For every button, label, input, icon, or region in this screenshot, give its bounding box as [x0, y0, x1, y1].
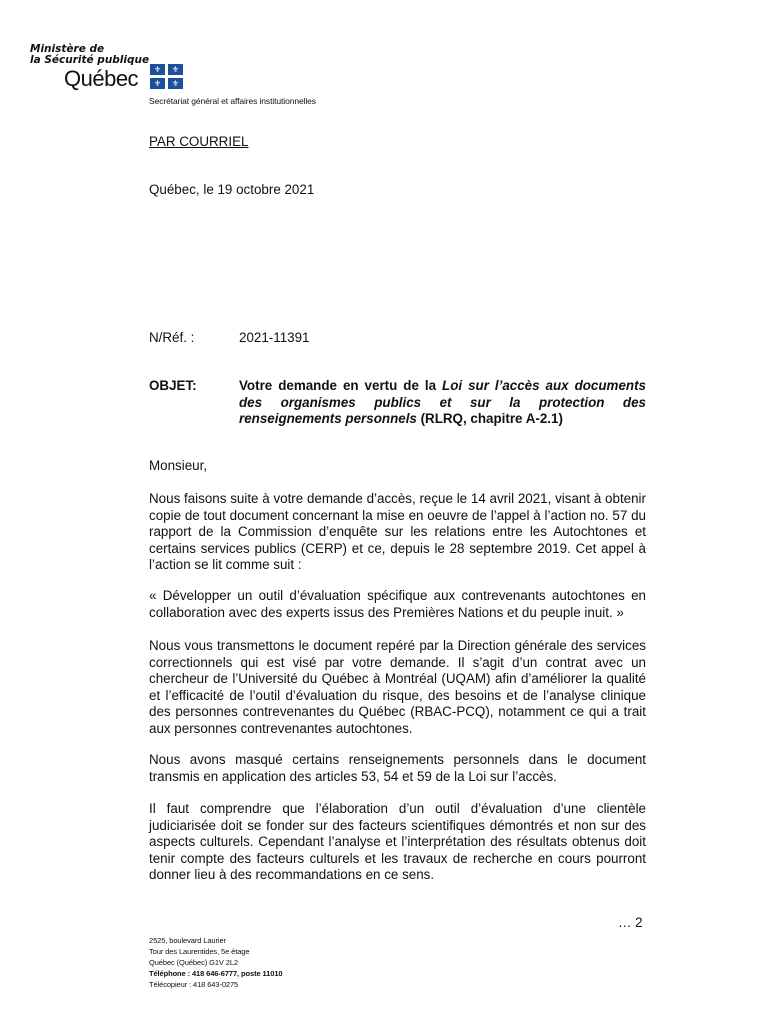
quebec-flag-icon	[150, 64, 183, 89]
salutation: Monsieur,	[149, 458, 208, 473]
reference-label: N/Réf. :	[149, 330, 195, 345]
delivery-mode: PAR COURRIEL	[149, 134, 249, 149]
object-law-title: Loi sur l’accès aux documents des organismes publics et sur la protection des renseignements personnels	[239, 378, 646, 426]
footer-address	[149, 935, 282, 990]
body-paragraph-4: Il faut comprendre que l’élaboration d’un outil d’évaluation d’une clientèle judiciarisée doit se fonder sur des facteurs scientifiques démontrés et non sur des aspects culturels. Cependant l’analyse et l’interprétation des résultats obtenus doit tenir compte des facteurs culturels et les travaux de recherche en cours pourront donner lieu à des recommandations en ce sens.	[149, 801, 646, 882]
object-text-part2: (RLRQ, chapitre A-2.1)	[416, 411, 563, 426]
fleur-de-lis-icon: ⚜	[168, 64, 183, 75]
footer-phone: Téléphone : 418 646-6777, poste 11010	[149, 969, 283, 978]
footer-street: 2525, boulevard Laurier	[149, 936, 226, 945]
body-paragraph-2: Nous vous transmettons le document repéré par la Direction générale des services correctionnels qui est visé par votre demande. Il s’agit d’un contrat avec un chercheur de l’Université du Québec à Montréal (UQAM) afin d’améliorer la qualité et l’efficacité de l’outil d’évaluation du risque, des besoins et de l’analyse clinique des personnes contrevenantes du Québec (RBAC-PCQ), notamment ce qui a trait aux personnes contrevenantes autochtones.	[149, 638, 646, 736]
ministry-name-line1: Ministère de	[30, 43, 105, 55]
footer-building: Tour des Laurentides, 5e étage	[149, 947, 250, 956]
fleur-de-lis-icon: ⚜	[168, 78, 183, 89]
body-paragraph-quote: « Développer un outil d’évaluation spécifique aux contrevenants autochtones en collaboration avec des experts issus des Premières Nations et du peuple inuit. »	[149, 588, 646, 620]
footer-city: Québec (Québec) G1V 2L2	[149, 958, 239, 967]
object-label: OBJET:	[149, 378, 197, 393]
quebec-wordmark: Québec	[64, 66, 139, 91]
fleur-de-lis-icon: ⚜	[150, 64, 165, 75]
footer-fax: Télécopieur : 418 643-0275	[149, 980, 239, 989]
body-paragraph-1: Nous faisons suite à votre demande d’accès, reçue le 14 avril 2021, visant à obtenir copie de tout document concernant la mise en oeuvre de l’appel à l’action no. 57 du rapport de la Commission d’enquête sur les relations entre les Autochtones et certains services publics (CERP) et ce, depuis le 28 septembre 2019. Cet appel à l’action se lit comme suit :	[149, 491, 646, 572]
page-continuation: … 2	[618, 915, 643, 930]
object-text	[239, 378, 646, 428]
object-text-part1: Votre demande en vertu de la	[239, 378, 443, 393]
reference-value: 2021-11391	[239, 330, 310, 345]
ministry-logo	[30, 44, 200, 94]
place-date: Québec, le 19 octobre 2021	[149, 182, 315, 197]
fleur-de-lis-icon: ⚜	[150, 78, 165, 89]
secretariat-line: Secrétariat général et affaires institutionnelles	[149, 96, 316, 106]
body-paragraph-3: Nous avons masqué certains renseignements personnels dans le document transmis en application des articles 53, 54 et 59 de la Loi sur l’accès.	[149, 752, 646, 784]
ministry-name-line2: la Sécurité publique	[30, 54, 150, 66]
